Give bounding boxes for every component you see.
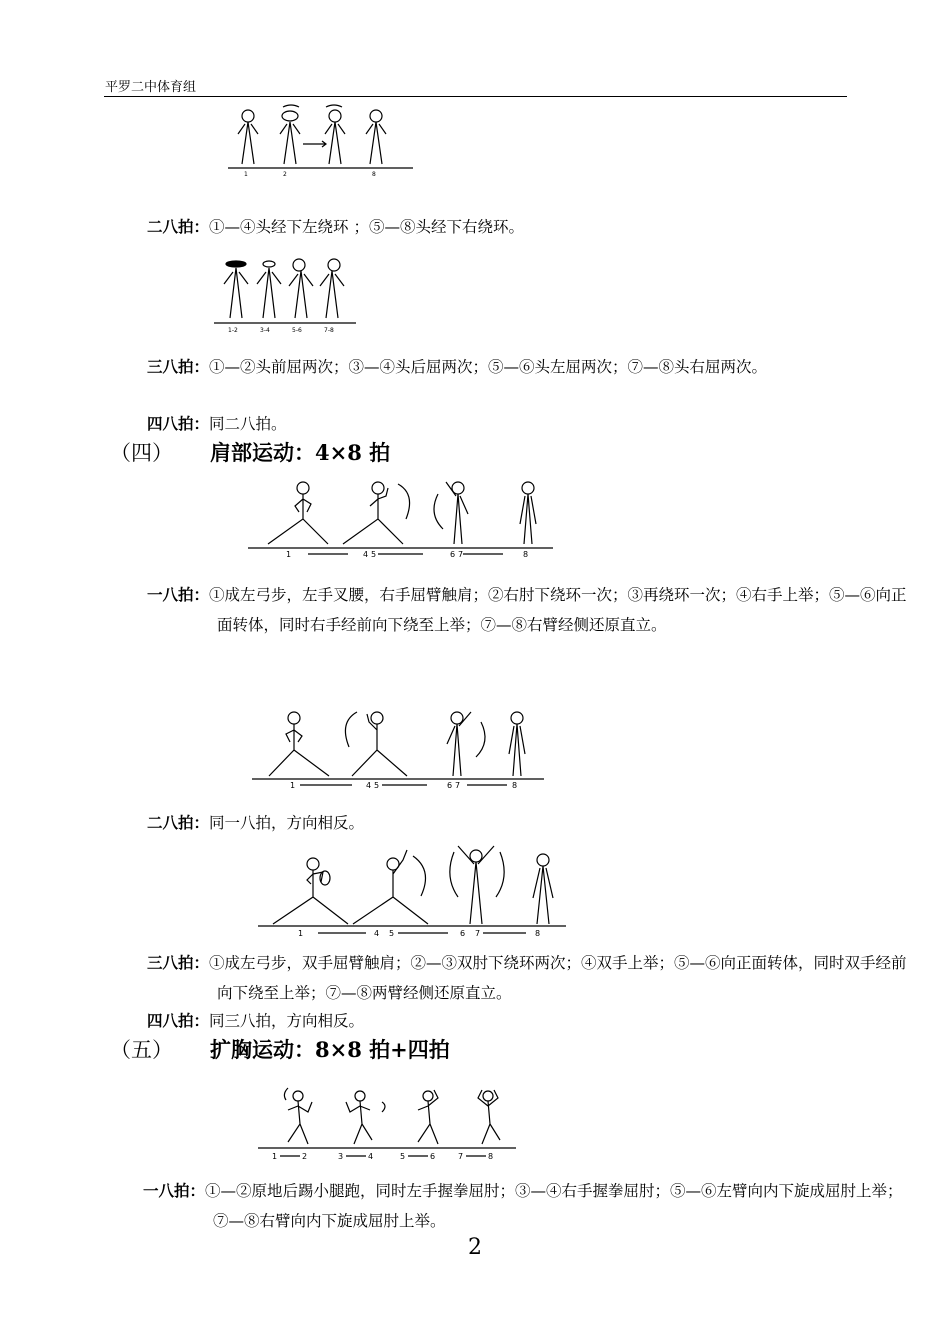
fig1-label: 1 — [244, 171, 248, 178]
fig2-label: 1-2 — [228, 327, 238, 334]
section-title: 肩部运动：4×8 拍 — [210, 440, 391, 465]
beat-text: ①—②头前屈两次；③—④头后屈两次；⑤—⑥头左屈两次；⑦—⑧头右屈两次。 — [209, 358, 768, 376]
fig5-label: 5 — [389, 929, 395, 938]
fig5-label: 4 — [374, 929, 380, 938]
fig6-label: 3 — [338, 1152, 344, 1161]
fig4-label: 5 — [374, 781, 380, 790]
fig1-label: 8 — [372, 171, 376, 178]
beat-label: 二八拍： — [147, 217, 210, 236]
fig6-label: 7 — [458, 1152, 464, 1161]
paragraph-chest-beat-1 — [143, 1176, 917, 1236]
fig5-label: 8 — [535, 929, 541, 938]
fig6-label: 4 — [368, 1152, 374, 1161]
paragraph-shoulder-beat-1 — [147, 580, 917, 640]
beat-text: 同一八拍，方向相反。 — [209, 814, 365, 832]
paragraph-beat-4 — [147, 409, 847, 439]
beat-label: 三八拍： — [147, 357, 210, 376]
paragraph-shoulder-beat-2 — [147, 808, 847, 838]
beat-label: 一八拍： — [143, 1181, 206, 1200]
figure-chest — [258, 1076, 520, 1164]
beat-label: 一八拍： — [147, 585, 210, 604]
section-title: 扩胸运动：8×8 拍+四拍 — [210, 1037, 450, 1062]
figure-shoulder-3 — [258, 842, 570, 938]
beat-text: ①成左弓步，双手屈臂触肩；②—③双肘下绕环两次；④双手上举；⑤—⑥向正面转体，同时双手经前向下绕至上举；⑦—⑧两臂经侧还原直立。 — [209, 954, 907, 1002]
fig2-label: 3-4 — [260, 327, 270, 334]
section-heading-shoulder — [110, 437, 810, 467]
section-heading-chest — [110, 1034, 810, 1064]
section-number: （五） — [110, 1038, 173, 1062]
fig3-label: 4 — [363, 550, 369, 559]
fig4-label: 8 — [512, 781, 518, 790]
beat-label: 四八拍： — [147, 414, 210, 433]
section-number: （四） — [110, 441, 173, 465]
fig6-label: 5 — [400, 1152, 406, 1161]
fig3-label: 1 — [286, 550, 292, 559]
beat-label: 四八拍： — [147, 1011, 210, 1030]
beat-label: 二八拍： — [147, 813, 210, 832]
fig4-label: 7 — [455, 781, 461, 790]
paragraph-shoulder-beat-4 — [147, 1006, 847, 1036]
fig5-label: 1 — [298, 929, 304, 938]
figure-shoulder-1 — [248, 474, 558, 560]
fig5-label: 6 — [460, 929, 466, 938]
beat-text: ①—④头经下左绕环 ；⑤—⑧头经下右绕环。 — [209, 218, 524, 236]
fig6-label: 8 — [488, 1152, 494, 1161]
fig4-label: 1 — [290, 781, 296, 790]
beat-text: 同二八拍。 — [209, 415, 287, 433]
figure-head-bending — [214, 256, 359, 336]
figure-shoulder-2 — [252, 702, 547, 790]
beat-label: 三八拍： — [147, 953, 210, 972]
fig3-label: 5 — [371, 550, 377, 559]
beat-text: ①—②原地后踢小腿跑，同时左手握拳屈肘；③—④右手握拳屈肘；⑤—⑥左臂向内下旋成屈肘上举；⑦—⑧右臂向内下旋成屈肘上举。 — [205, 1182, 903, 1230]
fig6-label: 6 — [430, 1152, 436, 1161]
page-number: 2 — [468, 1235, 482, 1260]
paragraph-beat-2 — [147, 212, 847, 242]
header-rule — [104, 96, 847, 97]
fig4-label: 6 — [447, 781, 453, 790]
paragraph-beat-3 — [147, 352, 917, 382]
beat-text: 同三八拍，方向相反。 — [209, 1012, 365, 1030]
beat-text: ①成左弓步，左手叉腰，右手屈臂触肩；②右肘下绕环一次；③再绕环一次；④右手上举；⑤—⑥向正面转体，同时右手经前向下绕至上举；⑦—⑧右臂经侧还原直立。 — [209, 586, 907, 634]
figure-head-rotation — [228, 104, 418, 180]
fig4-label: 4 — [366, 781, 372, 790]
fig6-label: 2 — [302, 1152, 308, 1161]
page-header-title: 平罗二中体育组 — [105, 80, 197, 95]
fig3-label: 8 — [523, 550, 529, 559]
paragraph-shoulder-beat-3 — [147, 948, 917, 1008]
fig5-label: 7 — [475, 929, 481, 938]
fig3-label: 7 — [458, 550, 464, 559]
fig2-label: 7-8 — [324, 327, 334, 334]
fig1-label: 2 — [283, 171, 287, 178]
fig3-label: 6 — [450, 550, 456, 559]
fig6-label: 1 — [272, 1152, 278, 1161]
fig2-label: 5-6 — [292, 327, 302, 334]
